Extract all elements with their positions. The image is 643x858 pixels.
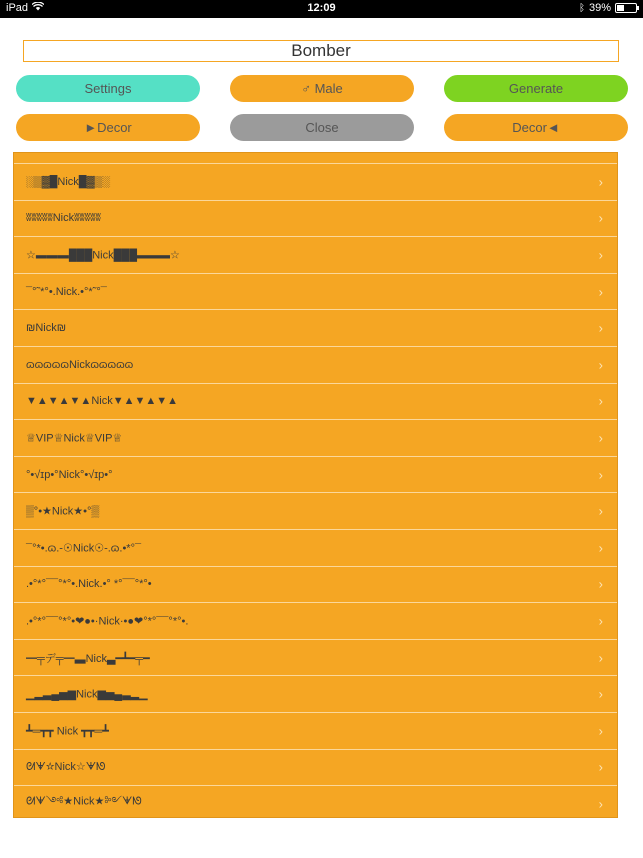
settings-button[interactable]: Settings bbox=[16, 75, 200, 102]
nick-style-label: ᘛᗖ༺★Nick★༻ᗖᘚ bbox=[26, 795, 142, 808]
list-item[interactable] bbox=[14, 163, 617, 200]
nick-style-label: ░▒▓█Nick█▓▒░ bbox=[26, 175, 111, 188]
chevron-right-icon: › bbox=[598, 503, 603, 519]
nick-list bbox=[13, 152, 618, 818]
list-item[interactable] bbox=[14, 675, 617, 712]
battery-fill bbox=[617, 5, 624, 11]
chevron-right-icon: › bbox=[598, 686, 603, 702]
chevron-right-icon: › bbox=[598, 320, 603, 336]
chevron-right-icon: › bbox=[598, 284, 603, 300]
nick-style-label: ┻═┳┳ Nick ┳┳═┻ bbox=[26, 725, 109, 738]
list-item[interactable] bbox=[14, 492, 617, 529]
list-item[interactable] bbox=[14, 529, 617, 566]
nick-style-label: ━╤デ╤━▃Nick▃━┻━╤━ bbox=[26, 652, 150, 665]
nick-style-label: ▁▂▃▄▅▆Nick▆▅▄▃▂▁ bbox=[26, 688, 148, 701]
device-label: iPad bbox=[6, 2, 29, 14]
nick-style-label: ₪Nick₪ bbox=[26, 322, 67, 335]
nick-style-label: ▒°•★Nick★•°▒ bbox=[26, 505, 100, 518]
list-top-spacer bbox=[14, 153, 617, 163]
list-item[interactable] bbox=[14, 419, 617, 456]
chevron-right-icon: › bbox=[598, 174, 603, 190]
chevron-right-icon: › bbox=[598, 650, 603, 666]
list-item[interactable] bbox=[14, 602, 617, 639]
nick-style-label: .•°*°¯¯°*°•❤●•·Nick·•●❤°*°¯¯°*°•. bbox=[26, 615, 189, 628]
chevron-right-icon: › bbox=[598, 576, 603, 592]
nick-style-label: ɷɷɷɷɷNickɷɷɷɷɷ bbox=[26, 358, 134, 371]
nick-style-label: ¯°˜*°•.Nick.•°*˜°¯ bbox=[26, 285, 107, 298]
list-item[interactable] bbox=[14, 200, 617, 237]
generate-button[interactable]: Generate bbox=[444, 75, 628, 102]
nick-style-label: ¯°*•.ɷ.-☉Nick☉-.ɷ.•*°¯ bbox=[26, 542, 142, 555]
nick-style-label: ♕VIP♕Nick♕VIP♕ bbox=[26, 432, 123, 445]
list-item[interactable] bbox=[14, 749, 617, 786]
list-item[interactable] bbox=[14, 309, 617, 346]
list-item[interactable] bbox=[14, 456, 617, 493]
chevron-right-icon: › bbox=[598, 540, 603, 556]
chevron-right-icon: › bbox=[598, 613, 603, 629]
nick-style-label: ᘛᗖ☆Nick☆ᗖᘚ bbox=[26, 761, 106, 774]
nick-style-label: .•°*°¯¯°*°•.Nick.•° *°¯¯°*°• bbox=[26, 578, 152, 591]
clock: 12:09 bbox=[307, 2, 336, 14]
name-input[interactable] bbox=[23, 40, 619, 62]
battery-percent: 39% bbox=[588, 2, 611, 14]
nick-style-label: °•√ɪp•°Nick°•√ɪp•° bbox=[26, 468, 113, 481]
list-item[interactable] bbox=[14, 566, 617, 603]
list-item[interactable] bbox=[14, 383, 617, 420]
bluetooth-icon: ᛒ bbox=[578, 2, 585, 14]
chevron-right-icon: › bbox=[598, 357, 603, 373]
chevron-right-icon: › bbox=[598, 759, 603, 775]
list-item[interactable] bbox=[14, 346, 617, 383]
chevron-right-icon: › bbox=[598, 796, 603, 812]
status-bar bbox=[0, 0, 643, 18]
chevron-right-icon: › bbox=[598, 210, 603, 226]
gender-male-button[interactable]: ♂ Male bbox=[230, 75, 414, 102]
decor-right-button[interactable]: Decor◄ bbox=[444, 114, 628, 141]
nick-style-label: ʬʬʬʬʬNickʬʬʬʬʬ bbox=[26, 212, 101, 225]
list-item[interactable] bbox=[14, 712, 617, 749]
chevron-right-icon: › bbox=[598, 393, 603, 409]
battery-icon bbox=[615, 3, 637, 13]
chevron-right-icon: › bbox=[598, 723, 603, 739]
chevron-right-icon: › bbox=[598, 430, 603, 446]
nick-style-label: ▼▲▼▲▼▲Nick▼▲▼▲▼▲ bbox=[26, 395, 179, 408]
decor-left-button[interactable]: ►Decor bbox=[16, 114, 200, 141]
list-item[interactable] bbox=[14, 785, 617, 822]
list-item[interactable] bbox=[14, 639, 617, 676]
nick-style-label: ☆▬▬▬███Nick███▬▬▬☆ bbox=[26, 249, 180, 262]
chevron-right-icon: › bbox=[598, 247, 603, 263]
list-item[interactable] bbox=[14, 273, 617, 310]
chevron-right-icon: › bbox=[598, 467, 603, 483]
list-item[interactable] bbox=[14, 236, 617, 273]
close-button[interactable]: Close bbox=[230, 114, 414, 141]
